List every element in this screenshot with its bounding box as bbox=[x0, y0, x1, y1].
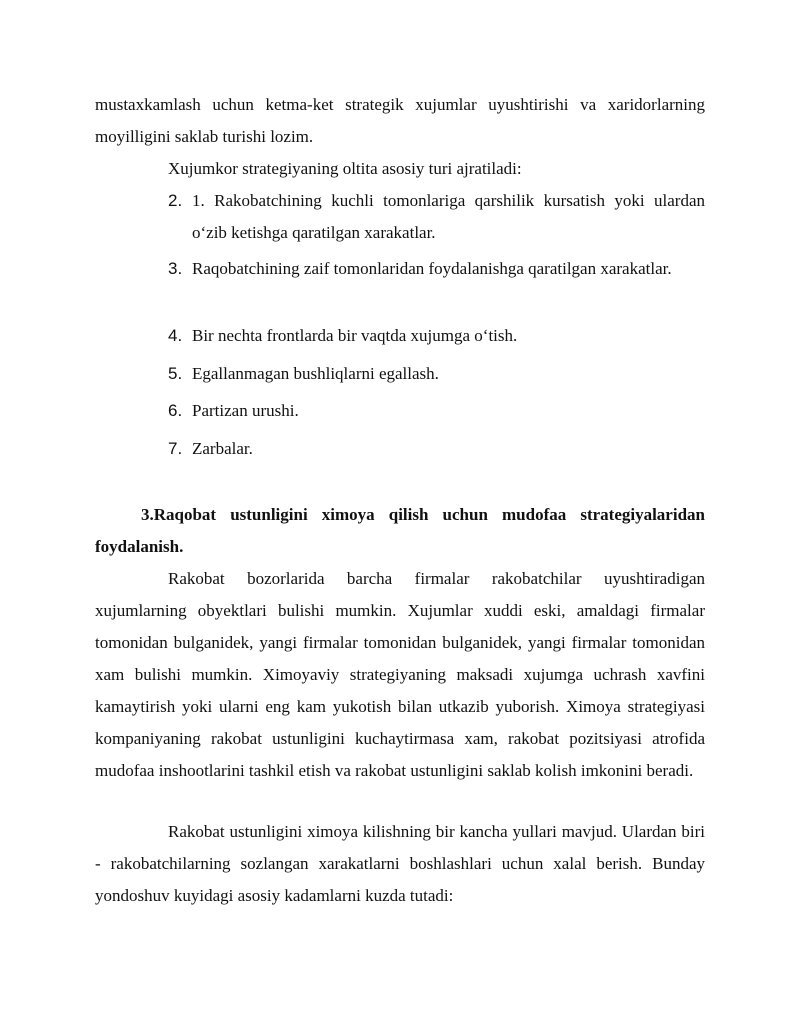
list-item-number: 7. bbox=[168, 439, 183, 458]
list-item-text: Partizan urushi. bbox=[192, 401, 299, 420]
continuation-paragraph: mustaxkamlash uchun ketma-ket strategik xujumlar uyushtirishi va xaridorlarning moyilligini saklab turishi lozim. bbox=[95, 95, 705, 146]
list-item-text: Raqobatchining zaif tomonlaridan foydalanishga qaratilgan xarakatlar. bbox=[192, 259, 672, 278]
body-paragraph: Rakobat ustunligini ximoya kilishning bir kancha yullari mavjud. Ulardan biri - rakobatchilarning sozlangan xarakatlarni boshlashlari uchun xalal berish. Bunday yondoshuv kuyidagi asosiy kadamlarni kuzda tutadi: bbox=[95, 822, 705, 905]
list-item-text: Zarbalar. bbox=[192, 439, 253, 458]
list-item-number: 5. bbox=[168, 364, 183, 383]
body-paragraph: Rakobat bozorlarida barcha firmalar rakobatchilar uyushtiradigan xujumlarning obyektlari bulishi mumkin. Xujumlar xuddi eski, amaldagi firmalar tomonidan bulganidek, yangi firmalar tomonidan bulganidek, yangi firmalar tomonidan xam bulishi mumkin. Ximoyaviy strategiyaning maksadi xujumga uchrash xavfini kamaytirish yoki ularni eng kam yukotish bilan utkazib yuborish. Ximoya strategiyasi kompaniyaning rakobat ustunligini kuchaytirmasa xam, rakobat pozitsiyasi atrofida mudofaa inshootlarini tashkil etish va rakobat ustunligini saklab kolish imkonini beradi. bbox=[95, 569, 705, 780]
list-item-number: 3. bbox=[168, 259, 183, 278]
list-item-text: 1. Rakobatchining kuchli tomonlariga qarshilik kursatish yoki ulardan o‘zib ketishga qaratilgan xarakatlar. bbox=[192, 191, 705, 242]
list-item-number: 4. bbox=[168, 326, 183, 345]
list-item-text: Egallanmagan bushliqlarni egallash. bbox=[192, 364, 439, 383]
section-heading: 3.Raqobat ustunligini ximoya qilish uchun mudofaa strategiyalaridan foydalanish. bbox=[95, 505, 705, 556]
list-item-number: 2. bbox=[168, 191, 183, 210]
list-item-number: 6. bbox=[168, 401, 183, 420]
list-intro: Xujumkor strategiyaning oltita asosiy turi ajratiladi: bbox=[168, 159, 522, 178]
list-item-text: Bir nechta frontlarda bir vaqtda xujumga o‘tish. bbox=[192, 326, 518, 345]
